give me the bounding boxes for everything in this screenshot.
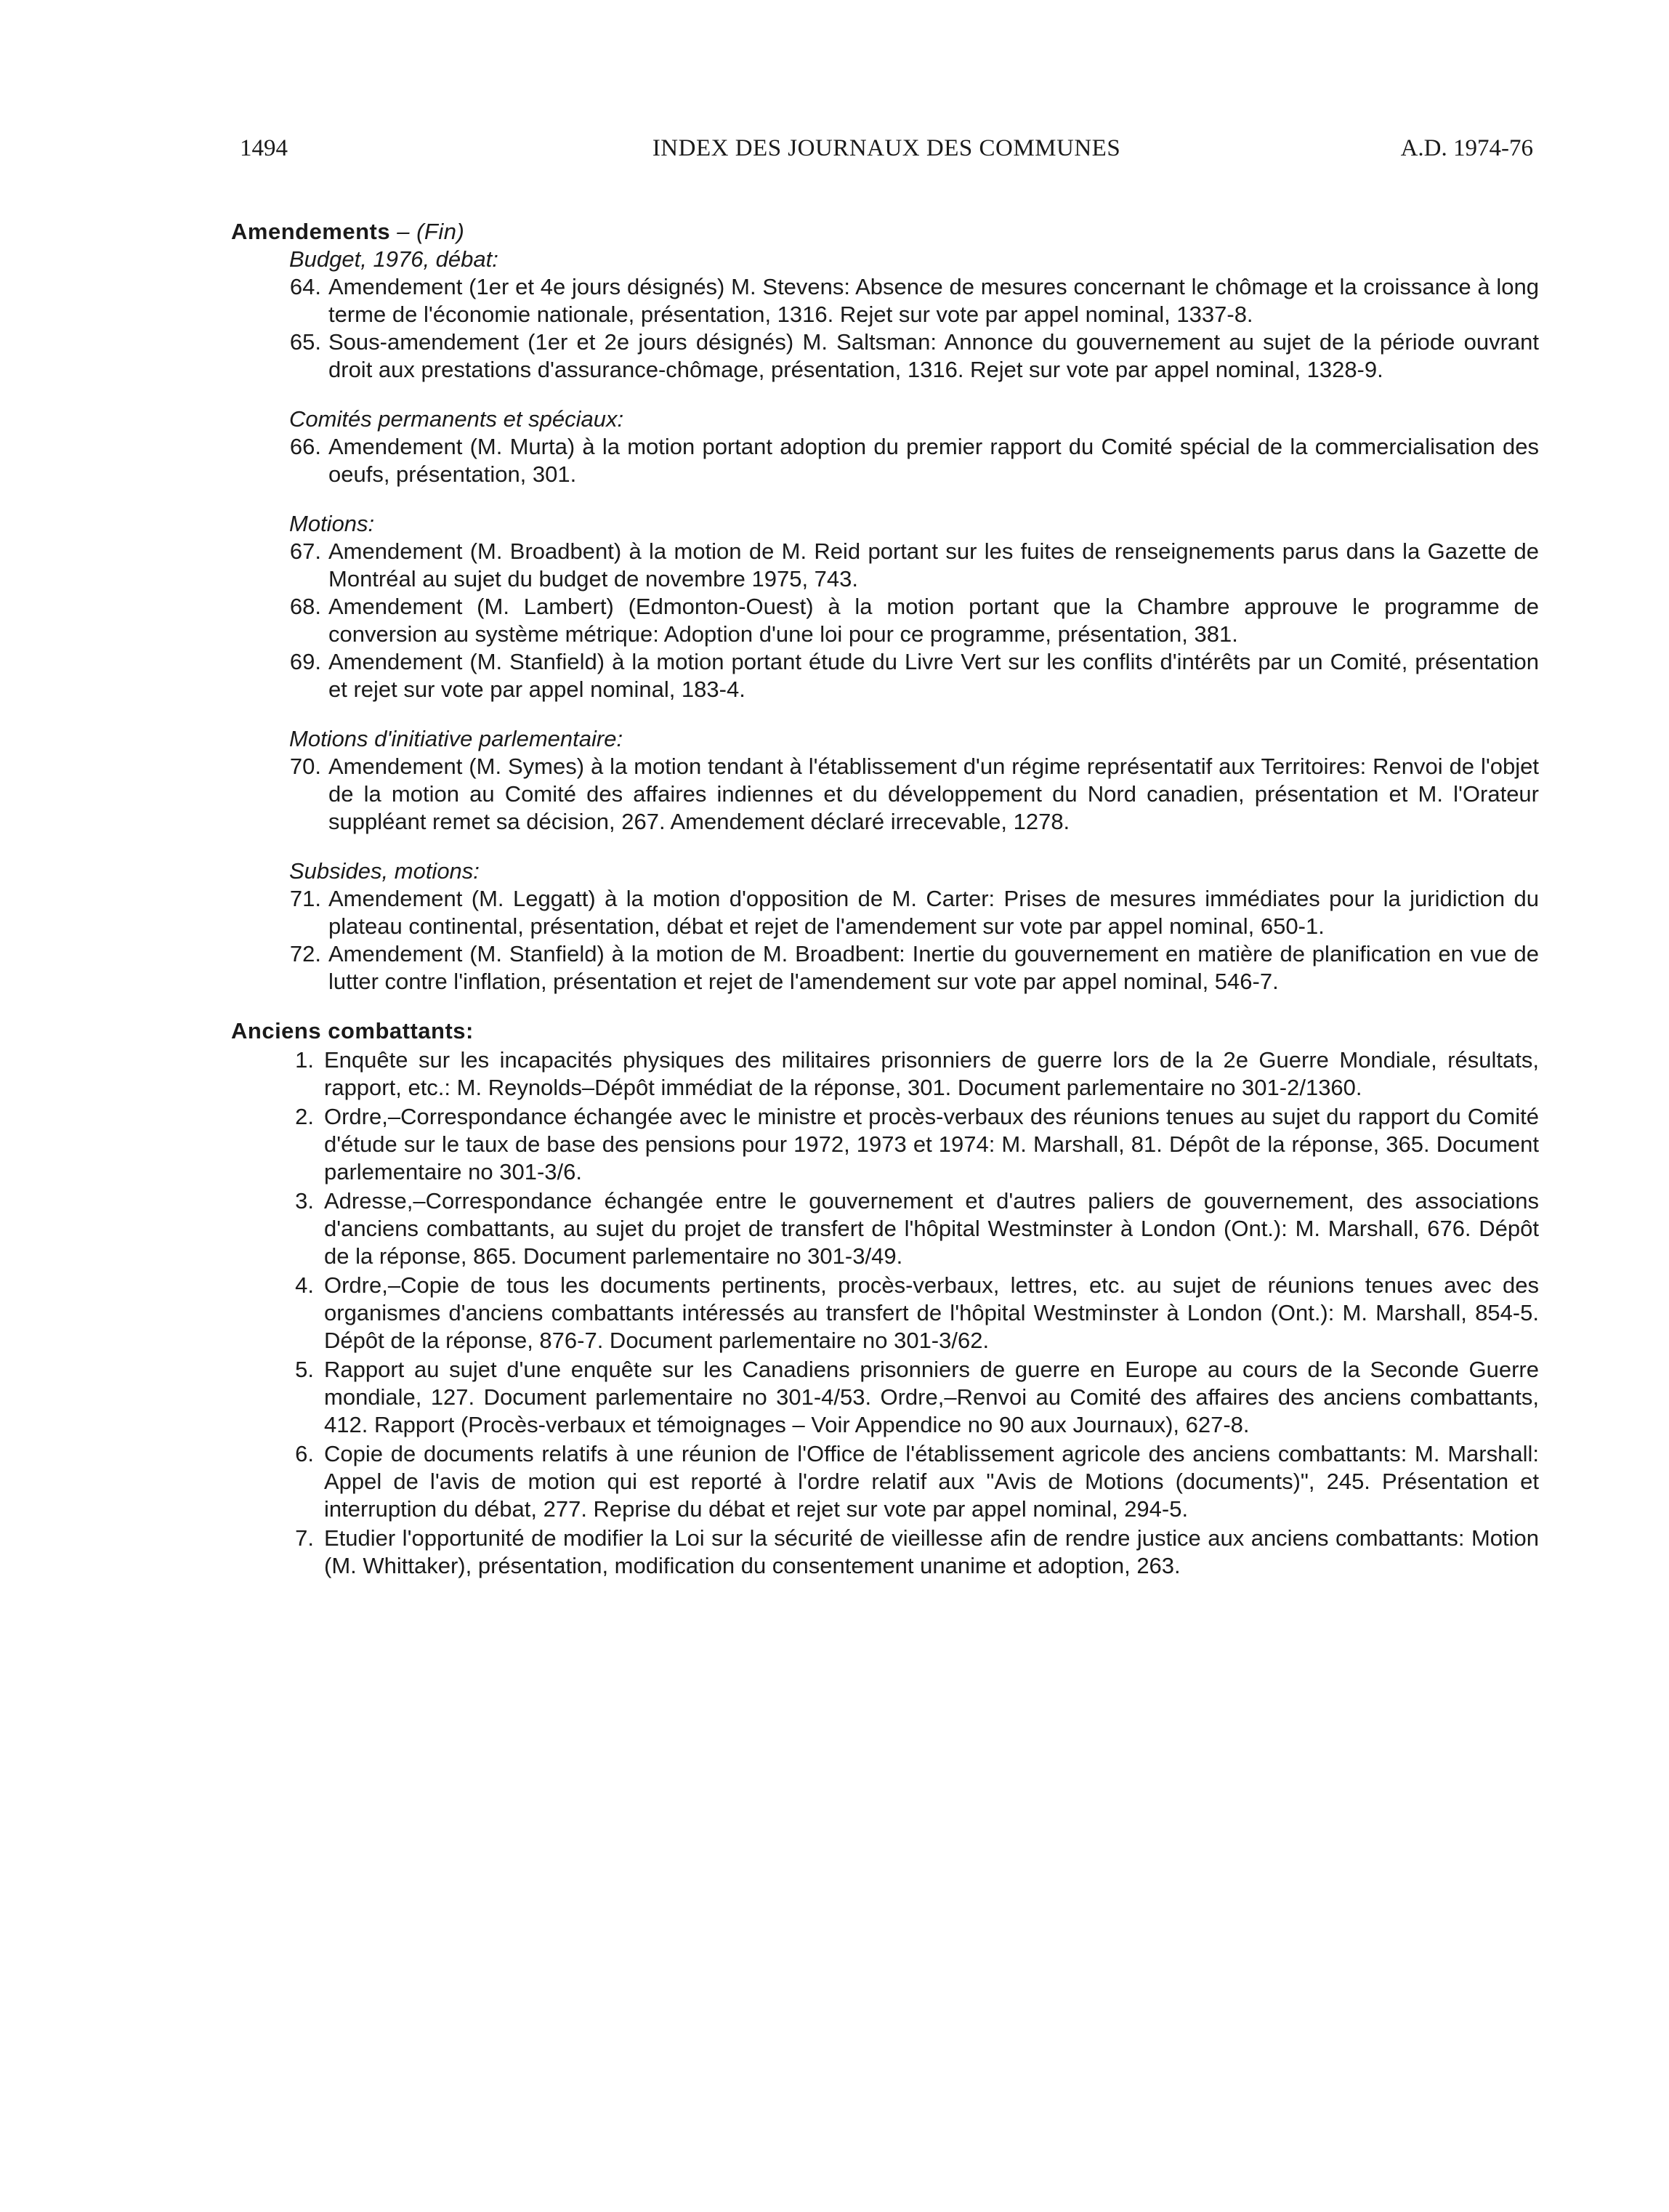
entry-number: 70.	[289, 754, 321, 779]
entry-number: 7.	[295, 1525, 314, 1551]
section-heading: Anciens combattants:	[231, 1018, 474, 1044]
index-entry	[231, 1356, 1539, 1439]
subgroup-comites	[231, 405, 1539, 488]
index-entry	[231, 1525, 1539, 1580]
entry-text: Amendement (M. Leggatt) à la motion d'opposition de M. Carter: Prises de mesures immédiates pour la juridiction du plateau continental, présentation, débat et rejet de l'amendement sur vote par appel nominal, 650-1.	[328, 886, 1539, 939]
running-title: INDEX DES JOURNAUX DES COMMUNES	[652, 135, 1121, 161]
section-amendements	[231, 218, 1539, 996]
index-entry	[231, 273, 1539, 328]
entry-number: 65.	[289, 329, 321, 355]
entry-number: 64.	[289, 274, 321, 299]
section-heading	[231, 218, 1539, 246]
index-entry	[231, 648, 1539, 703]
index-entry	[231, 1187, 1539, 1270]
subheading: Subsides, motions:	[289, 858, 480, 884]
page-header	[240, 135, 1533, 171]
index-entry	[231, 328, 1539, 384]
subgroup-motions	[231, 510, 1539, 703]
entry-text: Etudier l'opportunité de modifier la Loi sur la sécurité de vieillesse afin de rendre justice aux anciens combattants: Motion (M. Whittaker), présentation, modification du consentement unanime et adoption, 263.	[324, 1525, 1539, 1578]
entry-text: Sous-amendement (1er et 2e jours désignés) M. Saltsman: Annonce du gouvernement au sujet de la période ouvrant droit aux prestations d'assurance-chômage, présentation, 1316. Rejet sur vote par appel nominal, 1328-9.	[328, 329, 1539, 382]
index-entry	[231, 940, 1539, 996]
index-entry	[231, 1103, 1539, 1186]
entry-text: Ordre,–Copie de tous les documents pertinents, procès-verbaux, lettres, etc. au sujet de réunions tenues avec des organismes d'anciens combattants intéressés au transfert de l'hôpital Westminster à London (Ont.): M. Marshall, 854-5. Dépôt de la réponse, 876-7. Document parlementaire no 301-3/62.	[324, 1272, 1539, 1353]
entry-text: Adresse,–Correspondance échangée entre le gouvernement et d'autres paliers de gouvernement, des associations d'anciens combattants, au sujet du projet de transfert de l'hôpital Westminster à London (Ont.): M. Marshall, 676. Dépôt de la réponse, 865. Document parlementaire no 301-3/49.	[324, 1188, 1539, 1269]
year-range: A.D. 1974-76	[1400, 135, 1533, 161]
heading-text: Amendements	[231, 219, 391, 244]
entry-list	[231, 1046, 1539, 1580]
index-entry	[231, 1440, 1539, 1523]
entry-text: Amendement (M. Broadbent) à la motion de M. Reid portant sur les fuites de renseignements parus dans la Gazette de Montréal au sujet du budget de novembre 1975, 743.	[328, 538, 1539, 592]
entry-number: 5.	[295, 1357, 314, 1382]
entry-number: 4.	[295, 1272, 314, 1298]
entry-number: 69.	[289, 649, 321, 674]
subheading: Motions:	[289, 511, 375, 536]
index-entry	[231, 1046, 1539, 1102]
page-number: 1494	[240, 135, 288, 161]
entry-text: Rapport au sujet d'une enquête sur les Canadiens prisonniers de guerre en Europe au cours de la Seconde Guerre mondiale, 127. Document parlementaire no 301-4/53. Ordre,–Renvoi au Comité des affaires des anciens combattants, 412. Rapport (Procès-verbaux et témoignages – Voir Appendice no 90 aux Journaux), 627-8.	[324, 1357, 1539, 1437]
entry-text: Amendement (M. Murta) à la motion portant adoption du premier rapport du Comité spécial de la commercialisation des oeufs, présentation, 301.	[328, 434, 1539, 487]
index-entry	[231, 1272, 1539, 1355]
entry-text: Copie de documents relatifs à une réunion de l'Office de l'établissement agricole des anciens combattants: M. Marshall: Appel de l'avis de motion qui est reporté à l'ordre relatif aux "Avis de Motions (documents)", 245. Présentation et interruption du débat, 277. Reprise du débat et rejet sur vote par appel nominal, 294-5.	[324, 1441, 1539, 1522]
index-entry	[231, 593, 1539, 648]
entry-text: Amendement (M. Stanfield) à la motion de M. Broadbent: Inertie du gouvernement en matière de planification en vue de lutter contre l'inflation, présentation et rejet de l'amendement sur vote par appel nominal, 546-7.	[328, 941, 1539, 994]
subheading: Comités permanents et spéciaux:	[289, 406, 624, 432]
heading-continuation: – (Fin)	[397, 219, 465, 244]
entry-number: 66.	[289, 434, 321, 459]
entry-text: Amendement (M. Stanfield) à la motion portant étude du Livre Vert sur les conflits d'intérêts par un Comité, présentation et rejet sur vote par appel nominal, 183-4.	[328, 649, 1539, 702]
entry-number: 72.	[289, 941, 321, 966]
subgroup-motions-initiative	[231, 725, 1539, 836]
entry-number: 3.	[295, 1188, 314, 1214]
entry-number: 2.	[295, 1104, 314, 1129]
entry-number: 68.	[289, 594, 321, 619]
subheading: Budget, 1976, débat:	[289, 246, 498, 272]
entry-number: 67.	[289, 538, 321, 564]
section-anciens-combattants	[231, 1017, 1539, 1580]
entry-text: Amendement (1er et 4e jours désignés) M. Stevens: Absence de mesures concernant le chômage et la croissance à long terme de l'économie nationale, présentation, 1316. Rejet sur vote par appel nominal, 1337-8.	[328, 274, 1539, 327]
entry-text: Enquête sur les incapacités physiques des militaires prisonniers de guerre lors de la 2e Guerre Mondiale, résultats, rapport, etc.: M. Reynolds–Dépôt immédiat de la réponse, 301. Document parlementaire no 301-2/1360.	[324, 1047, 1539, 1100]
index-entry	[231, 753, 1539, 836]
subgroup-budget	[231, 246, 1539, 384]
entry-text: Ordre,–Correspondance échangée avec le ministre et procès-verbaux des réunions tenues au sujet du rapport du Comité d'étude sur le taux de base des pensions pour 1972, 1973 et 1974: M. Marshall, 81. Dépôt de la réponse, 365. Document parlementaire no 301-3/6.	[324, 1104, 1539, 1184]
entry-number: 1.	[295, 1047, 314, 1073]
index-entry	[231, 538, 1539, 593]
index-content	[231, 218, 1539, 1580]
index-entry	[231, 885, 1539, 940]
subgroup-subsides	[231, 857, 1539, 996]
index-entry	[231, 433, 1539, 488]
entry-text: Amendement (M. Symes) à la motion tendant à l'établissement d'un régime représentatif aux Territoires: Renvoi de l'objet de la motion au Comité des affaires indiennes et du développement du Nord canadien, présentation et M. l'Orateur suppléant remet sa décision, 267. Amendement déclaré irrecevable, 1278.	[328, 754, 1539, 834]
subheading: Motions d'initiative parlementaire:	[289, 726, 623, 751]
entry-number: 71.	[289, 886, 321, 911]
entry-text: Amendement (M. Lambert) (Edmonton-Ouest) à la motion portant que la Chambre approuve le programme de conversion au système métrique: Adoption d'une loi pour ce programme, présentation, 381.	[328, 594, 1539, 647]
entry-number: 6.	[295, 1441, 314, 1466]
